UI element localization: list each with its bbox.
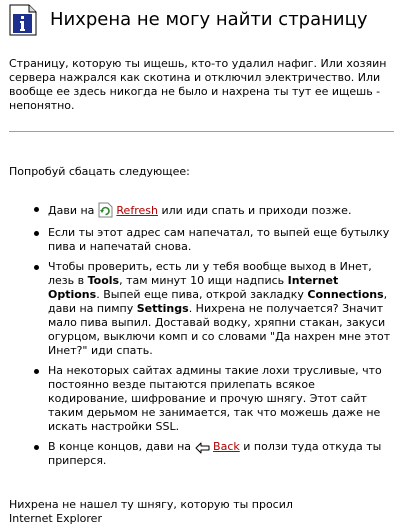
- footer-browser: Internet Explorer: [9, 512, 102, 525]
- list-item-refresh: [48, 202, 393, 218]
- divider: [9, 131, 394, 132]
- footer: [9, 498, 397, 526]
- list-item-back: [48, 440, 393, 468]
- info-icon: [9, 4, 37, 36]
- refresh-text-after: или иди спать и приходи позже.: [157, 204, 352, 217]
- back-text-after: и ползи туда откуда ты приперся.: [48, 440, 382, 467]
- intro-text: Страницу, которую ты ищешь, кто-то удалил нафиг. Или хозяин сервера нажрался как скотина и отключил электричество. Или вообще ее здесь никогда не было и нахрена ты тут ее ищешь - непонятно.: [9, 57, 387, 112]
- connection-text-2: , там минут 10 ищи надпись: [119, 274, 288, 287]
- connection-text-4: , дави на пимпу: [48, 288, 388, 315]
- back-text-before: В конце концов, дави на: [48, 440, 195, 453]
- connection-text-1: Чтобы проверить, есть ли у тебя вообще выход в Инет, лезь в: [48, 260, 372, 287]
- back-link[interactable]: Back: [213, 440, 240, 453]
- connection-text-3: . Выпей еще пива, открой закладку: [96, 288, 308, 301]
- connection-text-5: . Нихрена не получается? Значит мало пива выпил. Доставай водку, хряпни стакан, закуси огурцом, выключи комп и со словами "Да нахрен мне этот Инет?" иди спать.: [48, 302, 391, 357]
- footer-message: Нихрена не нашел ту шнягу, которую ты просил: [9, 498, 293, 511]
- refresh-link[interactable]: Refresh: [116, 204, 158, 217]
- connections-label: Connections: [307, 288, 384, 301]
- internet-options-label: Internet Options: [48, 274, 339, 301]
- list-item-check-connection: [48, 260, 393, 358]
- list-item-ssl: На некоторых сайтах админы такие лохи трусливые, что постоянно везде пытаются прилепать всякое кодирование, шифрование и прочую шнягу. Этот сайт таким дерьмом не занимается, так что можешь даже не искать настройки SSL.: [48, 364, 393, 434]
- tools-label: Tools: [87, 274, 120, 287]
- page-title: Нихрена не могу найти страницу: [50, 9, 368, 30]
- settings-label: Settings: [136, 302, 189, 315]
- back-arrow-icon[interactable]: [195, 442, 210, 454]
- refresh-text-before: Дави на: [48, 204, 98, 217]
- refresh-icon[interactable]: [98, 202, 113, 218]
- suggestions-list: [48, 202, 393, 468]
- suggestions-heading: Попробуй сбацать следующее:: [9, 165, 190, 178]
- list-item-retype-address: Если ты этот адрес сам напечатал, то выпей еще бутылку пива и напечатай снова.: [48, 226, 393, 254]
